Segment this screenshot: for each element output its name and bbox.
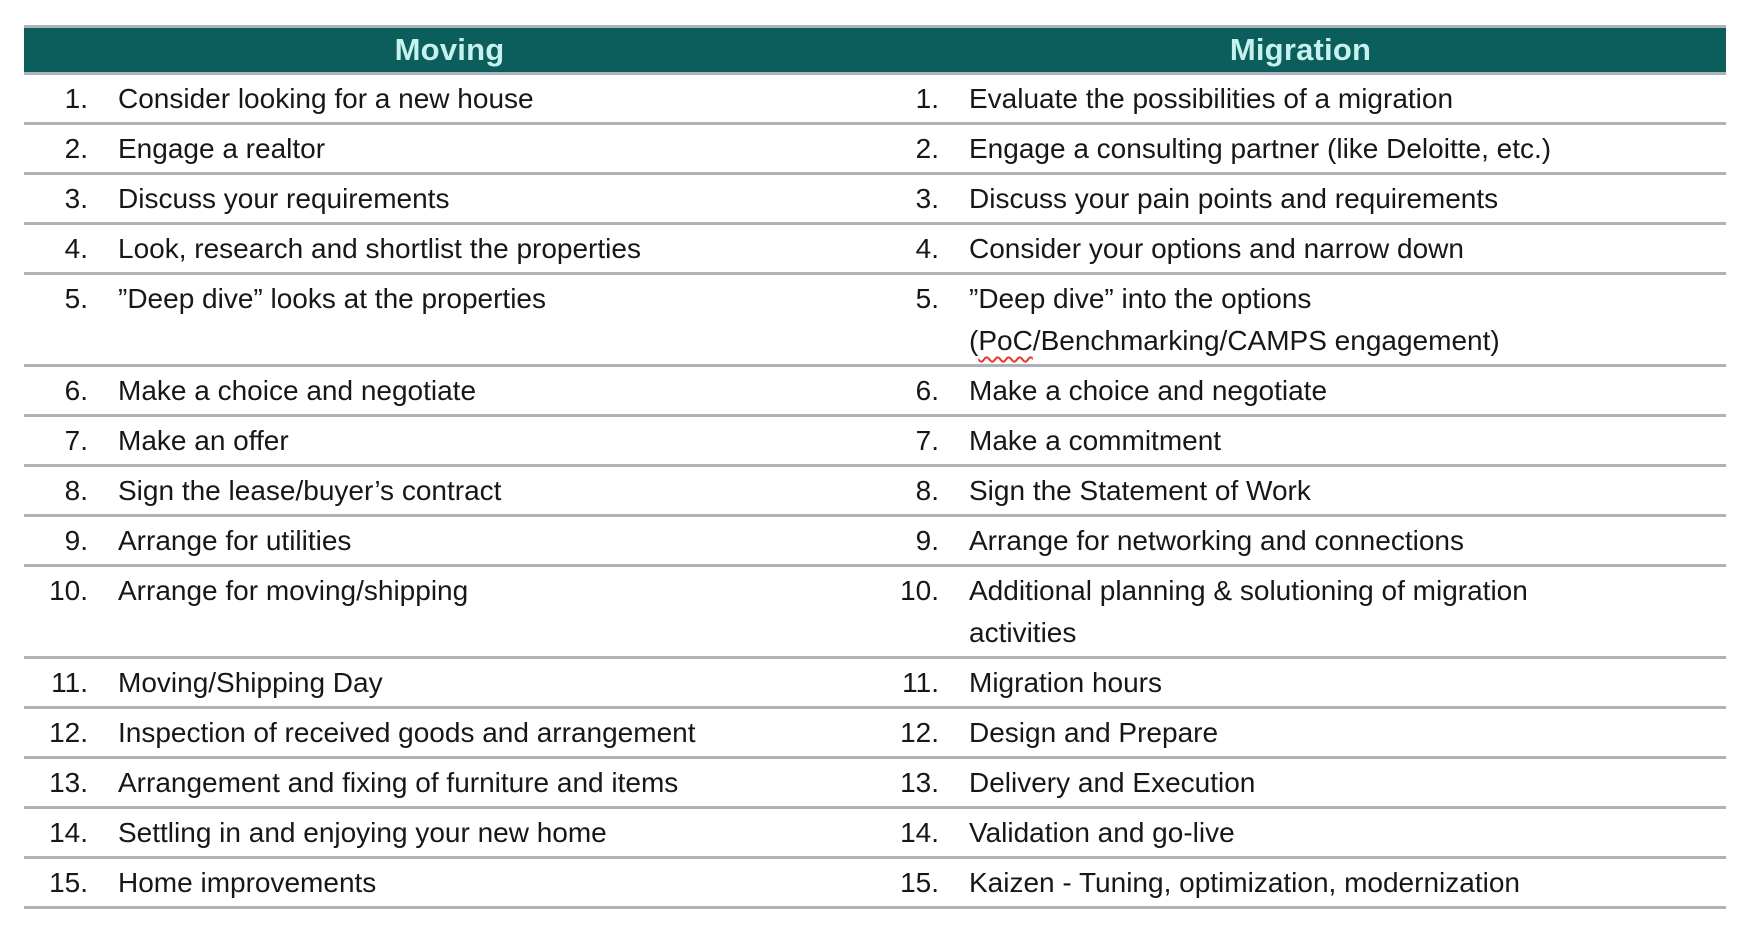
item-number: 8. xyxy=(915,475,939,506)
item-text: Settling in and enjoying your new home xyxy=(118,817,607,848)
item-text: Home improvements xyxy=(118,867,377,898)
table-row xyxy=(24,124,1726,174)
item-number: 10. xyxy=(900,575,939,606)
cell-moving-11 xyxy=(24,658,875,708)
item-text: Arrange for utilities xyxy=(118,525,352,556)
table-row xyxy=(24,224,1726,274)
item-text: Kaizen - Tuning, optimization, modernization xyxy=(969,867,1520,898)
item-text: Evaluate the possibilities of a migration xyxy=(969,83,1454,114)
item-number: 4. xyxy=(64,233,88,264)
cell-migration-12 xyxy=(875,708,1726,758)
item-text: Inspection of received goods and arrangement xyxy=(118,717,696,748)
cell-moving-6 xyxy=(24,366,875,416)
item-number: 14. xyxy=(900,817,939,848)
table-row xyxy=(24,808,1726,858)
item-number: 9. xyxy=(915,525,939,556)
item-text: Arrange for networking and connections xyxy=(969,525,1464,556)
item-text: Delivery and Execution xyxy=(969,767,1256,798)
comparison-table-container xyxy=(24,25,1726,909)
table-row xyxy=(24,858,1726,908)
item-text: Consider your options and narrow down xyxy=(969,233,1464,264)
table-header-row xyxy=(24,27,1726,74)
moving-vs-migration-table xyxy=(24,25,1726,909)
cell-moving-3 xyxy=(24,174,875,224)
item-text: Discuss your requirements xyxy=(118,183,450,214)
item-text: Consider looking for a new house xyxy=(118,83,534,114)
table-row xyxy=(24,366,1726,416)
item-text: Moving/Shipping Day xyxy=(118,667,383,698)
table-row xyxy=(24,274,1726,366)
cell-moving-12 xyxy=(24,708,875,758)
item-number: 15. xyxy=(49,867,88,898)
item-text: Sign the Statement of Work xyxy=(969,475,1311,506)
table-row xyxy=(24,174,1726,224)
item-number: 12. xyxy=(49,717,88,748)
item-number: 5. xyxy=(915,283,939,314)
item-number: 9. xyxy=(64,525,88,556)
item-number: 8. xyxy=(64,475,88,506)
cell-migration-10 xyxy=(875,566,1726,658)
item-text: Discuss your pain points and requirements xyxy=(969,183,1499,214)
table-row xyxy=(24,516,1726,566)
item-number: 11. xyxy=(51,667,88,698)
item-text: Make a choice and negotiate xyxy=(118,375,477,406)
cell-migration-2 xyxy=(875,124,1726,174)
item-number: 11. xyxy=(902,667,939,698)
cell-migration-9 xyxy=(875,516,1726,566)
item-number: 3. xyxy=(64,183,88,214)
cell-migration-5 xyxy=(875,274,1726,366)
item-text: Engage a consulting partner (like Deloitte, etc.) xyxy=(969,133,1552,164)
cell-migration-13 xyxy=(875,758,1726,808)
cell-moving-14 xyxy=(24,808,875,858)
cell-migration-1 xyxy=(875,74,1726,124)
item-number: 3. xyxy=(915,183,939,214)
item-number: 14. xyxy=(49,817,88,848)
cell-moving-4 xyxy=(24,224,875,274)
item-number: 1. xyxy=(915,83,939,114)
item-number: 7. xyxy=(64,425,88,456)
table-row xyxy=(24,708,1726,758)
cell-moving-15 xyxy=(24,858,875,908)
cell-moving-8 xyxy=(24,466,875,516)
cell-moving-2 xyxy=(24,124,875,174)
cell-moving-10 xyxy=(24,566,875,658)
item-number: 7. xyxy=(915,425,939,456)
item-number: 15. xyxy=(900,867,939,898)
cell-moving-5 xyxy=(24,274,875,366)
table-row xyxy=(24,658,1726,708)
item-number: 2. xyxy=(64,133,88,164)
item-number: 12. xyxy=(900,717,939,748)
item-text: Sign the lease/buyer’s contract xyxy=(118,475,502,506)
cell-migration-15 xyxy=(875,858,1726,908)
item-number: 2. xyxy=(915,133,939,164)
item-number: 13. xyxy=(49,767,88,798)
item-text: Additional planning & solutioning of migration activities xyxy=(969,575,1528,648)
item-text: Look, research and shortlist the properties xyxy=(118,233,641,264)
item-number: 1. xyxy=(64,83,88,114)
item-text: ”Deep dive” into the options (PoC/Benchmarking/CAMPS engagement) xyxy=(969,283,1500,356)
cell-migration-3 xyxy=(875,174,1726,224)
item-number: 10. xyxy=(49,575,88,606)
cell-moving-9 xyxy=(24,516,875,566)
item-number: 5. xyxy=(64,283,88,314)
item-text: Design and Prepare xyxy=(969,717,1219,748)
cell-migration-4 xyxy=(875,224,1726,274)
item-number: 6. xyxy=(915,375,939,406)
item-text: ”Deep dive” looks at the properties xyxy=(118,283,546,314)
table-row xyxy=(24,416,1726,466)
item-text: Make an offer xyxy=(118,425,289,456)
table-row xyxy=(24,466,1726,516)
item-number: 13. xyxy=(900,767,939,798)
column-header-moving: Moving xyxy=(24,27,875,74)
table-row xyxy=(24,566,1726,658)
column-header-migration: Migration xyxy=(875,27,1726,74)
spellcheck-flagged-word: PoC xyxy=(978,325,1033,356)
cell-migration-8 xyxy=(875,466,1726,516)
cell-migration-7 xyxy=(875,416,1726,466)
cell-moving-7 xyxy=(24,416,875,466)
item-text: Make a commitment xyxy=(969,425,1222,456)
item-text: Migration hours xyxy=(969,667,1162,698)
item-text: Arrange for moving/shipping xyxy=(118,575,469,606)
cell-migration-14 xyxy=(875,808,1726,858)
item-text: Engage a realtor xyxy=(118,133,326,164)
item-text: Make a choice and negotiate xyxy=(969,375,1328,406)
cell-moving-1 xyxy=(24,74,875,124)
cell-migration-11 xyxy=(875,658,1726,708)
cell-migration-6 xyxy=(875,366,1726,416)
table-row xyxy=(24,758,1726,808)
cell-moving-13 xyxy=(24,758,875,808)
item-number: 6. xyxy=(64,375,88,406)
item-text: Arrangement and fixing of furniture and items xyxy=(118,767,679,798)
item-text: Validation and go-live xyxy=(969,817,1235,848)
table-row xyxy=(24,74,1726,124)
item-number: 4. xyxy=(915,233,939,264)
table-body xyxy=(24,74,1726,908)
